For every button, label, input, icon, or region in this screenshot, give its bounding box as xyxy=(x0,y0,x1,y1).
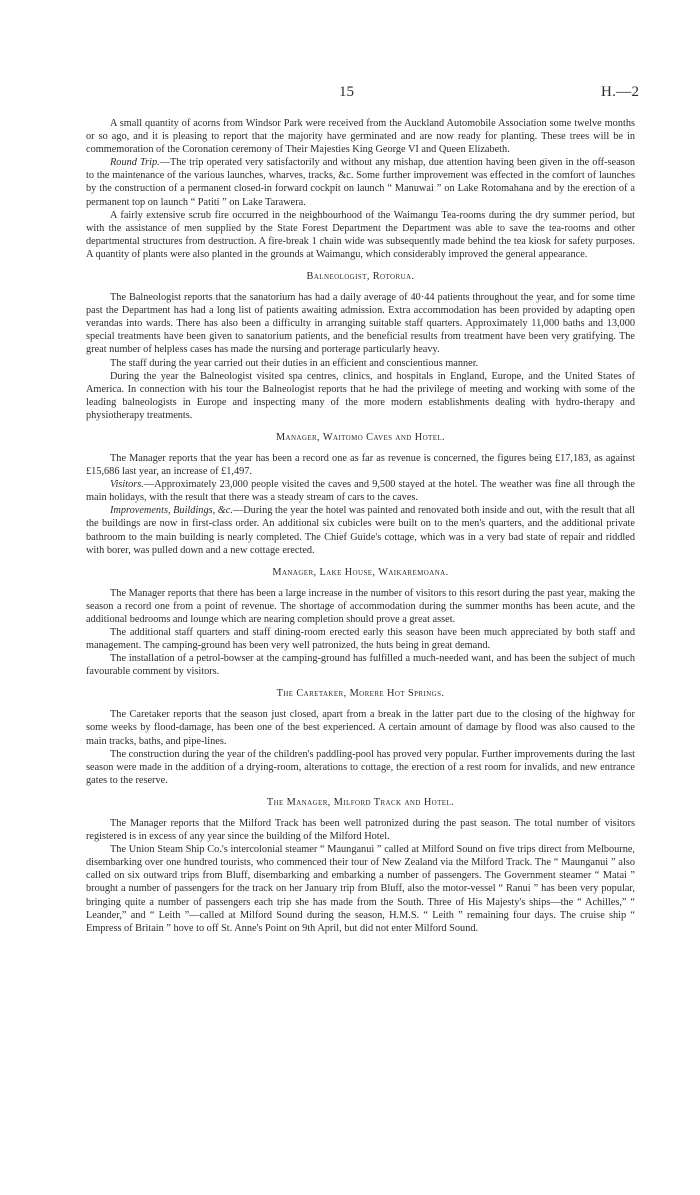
paragraph: During the year the Balneologist visited spa centres, clinics, and hospitals in England, Europe, and the United States of America. In connection with his tour the Balneologist reports that he had the privilege of meeting and working with some of the leading balneologists in Europe and inspecting many of the more modern establishments dealing with hydro-therapy and physiotherapy treatments. xyxy=(86,370,635,421)
paragraph: A small quantity of acorns from Windsor Park were received from the Auckland Automobile Association some twelve months or so ago, and it is pleasing to report that the majority have germinated and are now ready for planting. These trees will be in commemoration of the Coronation ceremony of Their Majesties King George VI and Queen Elizabeth. xyxy=(86,118,635,156)
paragraph: The additional staff quarters and staff dining-room erected early this season have been much appreciated by both staff and management. The camping-ground has been very well patronized, the huts being in great demand. xyxy=(86,627,635,652)
section-heading: The Manager, Milford Track and Hotel. xyxy=(266,796,455,808)
paragraph: The staff during the year carried out their duties in an efficient and conscientious manner. xyxy=(110,357,479,369)
paragraph: The Union Steam Ship Co.'s intercolonial steamer “ Maunganui ” called at Milford Sound on five trips direct from Melbourne, disembarking over one hundred tourists, who commenced their tour of New Zealand via the Milford Track. The “ Maunganui ” also called on six outward trips from Bluff, disembarking and embarking a number of passengers. The Government steamer “ Matai ” brought a number of passengers for the track on her January trip from Bluff, also the motor-vessel “ Ranui ” has been very popular, bringing quite a number of passengers each trip she has made from the South. Three of His Majesty's ships—the “ Achilles,” “ Leander,” and “ Leith ”—called at Milford Sound during the season, H.M.S. “ Leith ” remaining four days. The cruise ship “ Empress of Britain ” hove to off St. Anne's Point on 9th April, but did not enter Milford Sound. xyxy=(86,844,635,934)
document-reference: H.—2 xyxy=(601,84,640,100)
paragraph: Visitors.—Approximately 23,000 people visited the caves and 9,500 stayed at the hotel. The weather was fine all through the main holidays, with the result that there was a steady stream of cars to the caves. xyxy=(86,479,635,504)
paragraph: The Manager reports that the Milford Track has been well patronized during the past season. The total number of visitors registered is in excess of any year since the building of the Milford Hotel. xyxy=(86,817,635,843)
paragraph: Improvements, Buildings, &c.—During the year the hotel was painted and renovated both inside and out, with the result that all the buildings are now in first-class order. An additional six cubicles were built on to the men's quarters, and the additional private bathroom to the main building is nearly completed. The Chief Guide's cottage, which was in a very bad state of repair and riddled with borer, was pulled down and a new cottage erected. xyxy=(86,505,635,556)
section-heading: Manager, Lake House, Waikaremoana. xyxy=(272,566,449,578)
section-heading: The Caretaker, Morere Hot Springs. xyxy=(276,688,445,700)
paragraph: The Caretaker reports that the season just closed, apart from a break in the latter part due to the closing of the highway for some weeks by flood-damage, has been one of the best experienced. A certain amount of damage by flood was also caused to the main tracks, baths, and pipe-lines. xyxy=(86,709,635,747)
page-header xyxy=(0,84,700,104)
document-body xyxy=(86,117,635,935)
section-heading: Balneologist, Rotorua. xyxy=(306,271,415,283)
paragraph: Round Trip.—The trip operated very satisfactorily and without any mishap, due attention having been given in the off-season to the maintenance of the various launches, wharves, tracks, &c. Some further improvement was effected in the comfort of launches by the construction of a permanent closed-in forward cockpit on launch “ Manuwai ” on Lake Rotomahana and by the erection of a permanent top on launch “ Patiti ” on Lake Tarawera. xyxy=(86,157,635,208)
paragraph: A fairly extensive scrub fire occurred in the neighbourhood of the Waimangu Tea-rooms during the dry summer period, but with the assistance of men supplied by the State Forest Department the Department was able to save the tea-rooms and other departmental structures from destruction. A fire-break 1 chain wide was subsequently made behind the tea kiosk for safety purposes. A quantity of plants were also planted in the grounds at Waimangu, which considerably improved the general appearance. xyxy=(86,209,635,260)
paragraph: The installation of a petrol-bowser at the camping-ground has fulfilled a much-needed want, and has been the subject of much favourable comment by visitors. xyxy=(86,653,635,678)
paragraph: The Manager reports that there has been a large increase in the number of visitors to this resort during the past year, making the season a record one from a point of revenue. The shortage of accommodation during the summer months has been acute, and the additional bedrooms and lounge which are nearing completion should prove a great asset. xyxy=(86,587,635,625)
paragraph: The Manager reports that the year has been a record one as far as revenue is concerned, the figures being £17,183, as against £15,686 last year, an increase of £1,497. xyxy=(86,452,635,478)
section-heading: Manager, Waitomo Caves and Hotel. xyxy=(275,431,446,443)
paragraph: The Balneologist reports that the sanatorium has had a daily average of 40·44 patients throughout the year, and for some time past the Department has had a long list of patients awaiting admission. Extra accommodation has been provided by adapting open verandas into wards. There has also been a difficulty in arranging suitable staff quarters. Approximately 11,000 baths and 13,000 special treatments have been given to sanatorium patients, and the beneficial results from treatment have been very gratifying. The great number of helpless cases has made the nursing and porterage particularly heavy. xyxy=(86,292,635,356)
paragraph: The construction during the year of the children's paddling-pool has proved very popular. Further improvements during the last season were made in the addition of a drying-room, alterations to cottage, the erection of a rest room for invalids, and new entrance gates to the reserve. xyxy=(86,748,635,786)
page-number: 15 xyxy=(339,84,354,100)
